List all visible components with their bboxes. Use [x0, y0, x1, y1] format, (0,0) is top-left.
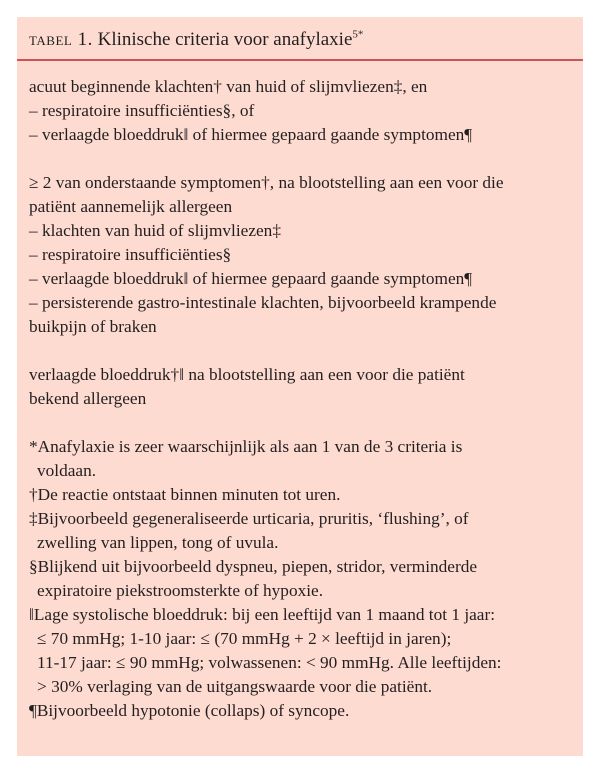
criterion-line: – verlaagde bloeddruk‖ of hiermee gepaard gaande symptomen¶	[29, 269, 473, 288]
table-header	[17, 17, 583, 61]
table-body	[17, 61, 583, 723]
footnote-line: §Blijkend uit bijvoorbeeld dyspneu, piepen, stridor, verminderde	[29, 557, 478, 576]
footnote-line: ¶Bijvoorbeeld hypotonie (collaps) of syncope.	[29, 701, 350, 720]
criterion-2	[29, 171, 571, 339]
footnote-line: *Anafylaxie is zeer waarschijnlijk als aan 1 van de 3 criteria is	[29, 437, 463, 456]
footnote-section	[29, 555, 571, 603]
criterion-line: patiënt aannemelijk allergeen	[29, 197, 233, 216]
table-label: tabel 1.	[29, 29, 93, 50]
criterion-1	[29, 75, 571, 147]
footnote-line: 11-17 jaar: ≤ 90 mmHg; volwassenen: < 90 mmHg. Alle leeftijden:	[37, 653, 502, 672]
criterion-line: – klachten van huid of slijmvliezen‡	[29, 221, 281, 240]
criterion-3	[29, 363, 571, 411]
footnote-line: ‡Bijvoorbeeld gegeneraliseerde urticaria, pruritis, ‘flushing’, of	[29, 509, 469, 528]
criterion-line: – respiratoire insufficiënties§, of	[29, 101, 255, 120]
footnote-line: > 30% verlaging van de uitgangswaarde voor die patiënt.	[37, 677, 433, 696]
footnote-pilcrow	[29, 699, 571, 723]
footnote-dagger	[29, 483, 571, 507]
title-superscript: 5*	[352, 28, 364, 41]
criterion-line: – verlaagde bloeddruk‖ of hiermee gepaard gaande symptomen¶	[29, 125, 473, 144]
criterion-line: acuut beginnende klachten† van huid of slijmvliezen‡, en	[29, 77, 428, 96]
footnote-line: expiratoire piekstroomsterkte of hypoxie.	[37, 581, 324, 600]
footnote-double-dagger	[29, 507, 571, 555]
criterion-line: – respiratoire insufficiënties§	[29, 245, 232, 264]
criterion-line: – persisterende gastro-intestinale klachten, bijvoorbeeld krampende	[29, 293, 497, 312]
footnote-line: ≤ 70 mmHg; 1-10 jaar: ≤ (70 mmHg + 2 × leeftijd in jaren);	[37, 629, 452, 648]
footnote-line: voldaan.	[37, 461, 97, 480]
criterion-line: ≥ 2 van onderstaande symptomen†, na blootstelling aan een voor die	[29, 173, 504, 192]
criterion-line: bekend allergeen	[29, 389, 147, 408]
criterion-line: verlaagde bloeddruk†‖ na blootstelling aan een voor die patiënt	[29, 365, 465, 384]
footnote-asterisk	[29, 435, 571, 483]
footnote-line: zwelling van lippen, tong of uvula.	[37, 533, 279, 552]
footnote-parallel	[29, 603, 571, 699]
footnote-line: ‖Lage systolische bloeddruk: bij een leeftijd van 1 maand tot 1 jaar:	[29, 605, 496, 624]
table-title: Klinische criteria voor anafylaxie	[97, 29, 353, 50]
footnote-line: †De reactie ontstaat binnen minuten tot uren.	[29, 485, 341, 504]
table-panel	[17, 17, 583, 756]
criterion-line: buikpijn of braken	[29, 317, 157, 336]
footnotes	[29, 435, 571, 723]
